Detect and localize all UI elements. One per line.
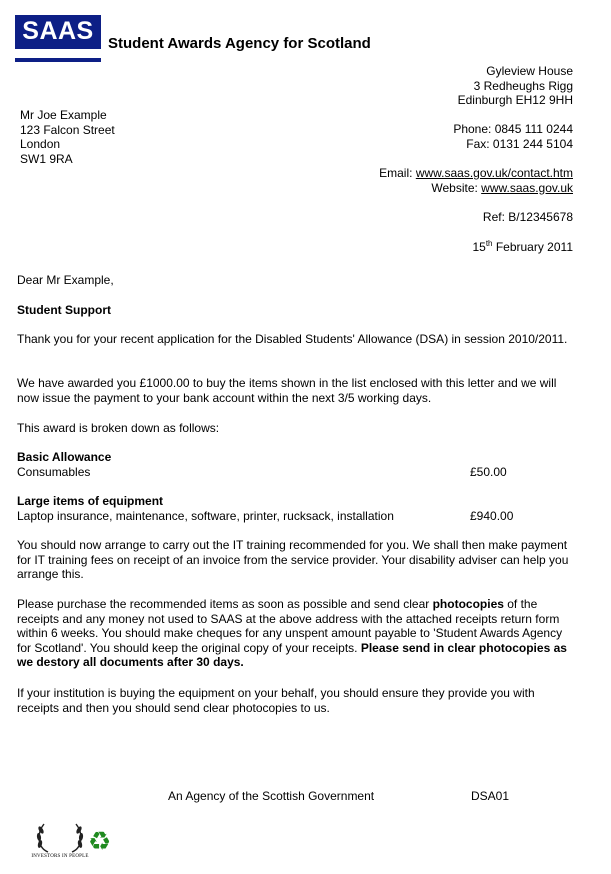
agency-name: Student Awards Agency for Scotland [108, 35, 371, 52]
logo-text: SAAS [22, 17, 94, 45]
purchase-text: of the receipts and any money not used to SAAS at the above address with the attached receipts return form within 6 weeks. You should make cheques for any unspent amount payable to 'Student Awards Agency for Scotland'. You should keep the original copy of your receipts. [17, 597, 563, 655]
sender-address-line: 3 Redheughs Rigg [473, 78, 573, 93]
recipient-address-line: 123 Falcon Street [20, 122, 115, 137]
letter-date [472, 240, 573, 254]
phone-fax [453, 122, 573, 151]
breakdown-heading: Basic Allowance [17, 450, 112, 464]
breakdown-amount: £940.00 [470, 509, 514, 523]
email-link[interactable]: www.saas.gov.uk/contact.htm [415, 166, 573, 180]
iip-label: INVESTORS IN PEOPLE [31, 854, 89, 859]
sender-address [458, 64, 573, 108]
recipient-address-line: Mr Joe Example [20, 108, 107, 122]
paragraph-it-training: You should now arrange to carry out the IT training recommended for you. We shall then make payment for IT training fees on receipt of an invoice from the service provider. Your disability adviser can help you arrange this. [17, 538, 569, 581]
salutation: Dear Mr Example, [17, 273, 114, 287]
footer-text: An Agency of the Scottish Government [168, 789, 375, 803]
paragraph-institution: If your institution is buying the equipment on your behalf, you should ensure they provide you with receipts and then you should send clear photocopies to us. [17, 686, 535, 715]
investors-in-people-logo [28, 818, 92, 864]
paragraph-application: Thank you for your recent application for the Disabled Students' Allowance (DSA) in session 2010/2011. [17, 332, 568, 346]
sender-address-line: Edinburgh EH12 9HH [457, 93, 573, 107]
logo-band [15, 49, 101, 58]
reference: Ref: B/12345678 [482, 210, 573, 224]
phone: Phone: 0845 111 0244 [453, 122, 573, 136]
recipient-address-line: SW1 9RA [20, 151, 73, 166]
website-label: Website: [431, 180, 482, 195]
purchase-warning: Please send in clear photocopies as we destory all documents after 30 days. [17, 640, 567, 669]
sender-address-line: Gyleview House [486, 64, 573, 78]
web-contacts [379, 166, 573, 195]
breakdown-amount: £50.00 [470, 465, 507, 479]
recipient-address [20, 108, 115, 166]
website-link[interactable]: www.saas.gov.uk [481, 180, 573, 195]
email-label: Email: [379, 166, 416, 180]
breakdown-heading: Large items of equipment [17, 494, 164, 508]
paragraph-purchase [17, 597, 577, 670]
email-line [379, 166, 573, 181]
paragraph-breakdown-intro: This award is broken down as follows: [17, 421, 220, 435]
saas-logo [15, 15, 101, 62]
paragraph-award: We have awarded you £1000.00 to buy the items shown in the list enclosed with this letter and we will now issue the payment to your bank account within the next 3/5 working days. [17, 376, 557, 405]
breakdown-item: Consumables [17, 465, 91, 479]
date-suffix: th [485, 239, 493, 248]
recipient-address-line: London [20, 137, 61, 151]
date-rest: February 2011 [492, 240, 573, 254]
website-line [379, 181, 573, 196]
breakdown-item: Laptop insurance, maintenance, software, printer, rucksack, installation [17, 509, 394, 523]
purchase-photocopies: photocopies [432, 597, 504, 611]
footer-code: DSA01 [471, 789, 510, 803]
recycle-icon: ♻ [88, 826, 112, 856]
subject: Student Support [17, 303, 111, 317]
purchase-text: Please purchase the recommended items as soon as possible and send clear [17, 597, 433, 611]
date-day: 15 [472, 240, 486, 254]
fax: Fax: 0131 244 5104 [466, 136, 573, 151]
